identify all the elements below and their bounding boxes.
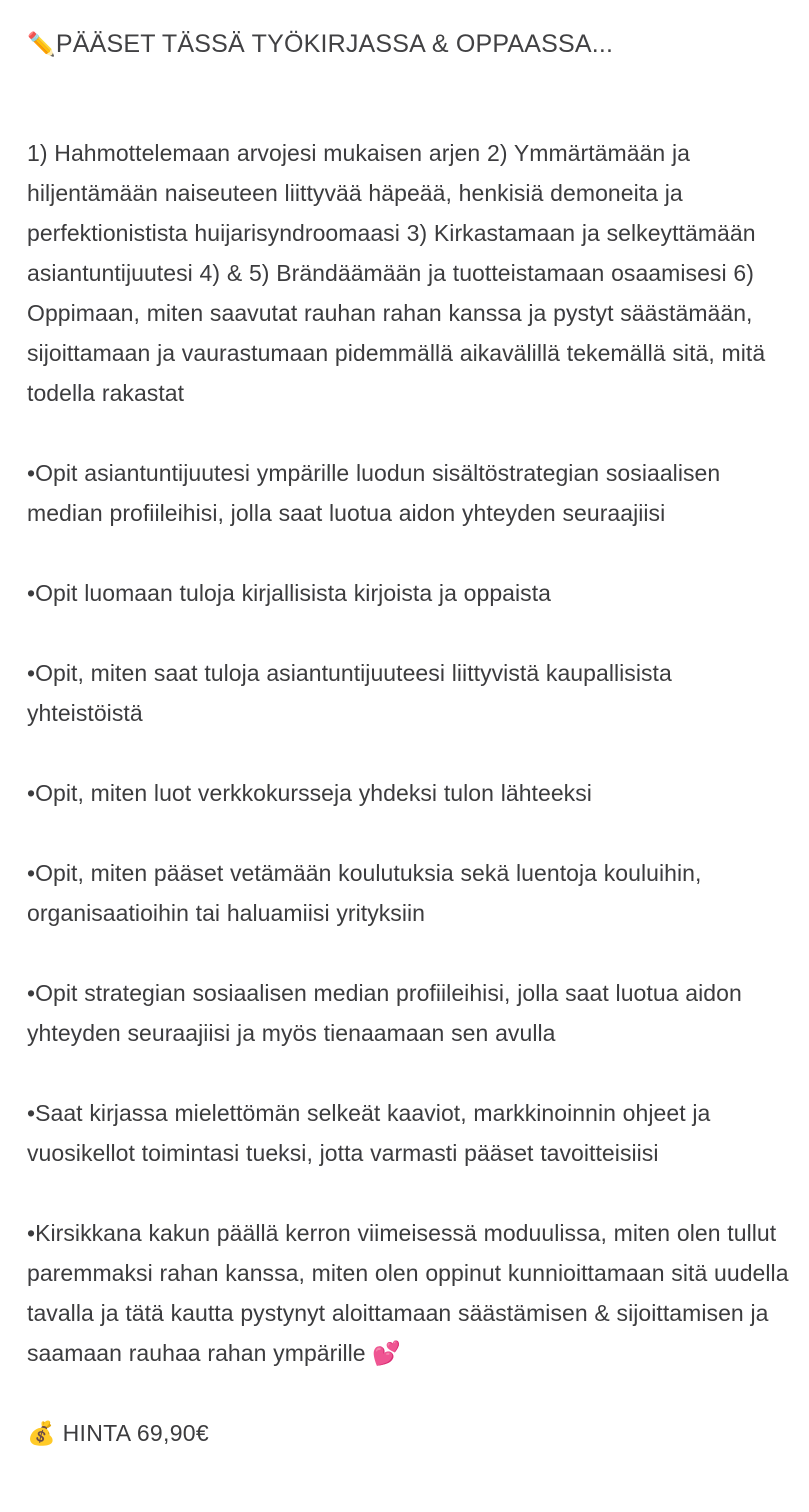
list-item-text: Saat kirjassa mielettömän selkeät kaaviot, markkinoinnin ohjeet ja vuosikellot toimintasi tueksi, jotta varmasti pääset tavoitteisiisi bbox=[27, 1100, 711, 1166]
list-item bbox=[27, 773, 789, 813]
intro-paragraph: 1) Hahmottelemaan arvojesi mukaisen arjen 2) Ymmärtämään ja hiljentämään naiseuteen liittyvää häpeää, henkisiä demoneita ja perfektionistista huijarisyndroomaasi 3) Kirkastamaan ja selkeyttämään asiantuntijuutesi 4) & 5) Brändäämään ja tuotteistamaan osaamisesi 6) Oppimaan, miten saavutat rauhan rahan kanssa ja pystyt säästämään, sijoittamaan ja vaurastumaan pidemmällä aikavälillä tekemällä sitä, mitä todella rakastat bbox=[27, 140, 766, 406]
bullet-marker: • bbox=[27, 860, 36, 886]
bullet-marker: • bbox=[27, 980, 36, 1006]
list-item bbox=[27, 1093, 789, 1173]
spacer bbox=[27, 1053, 789, 1093]
list-item bbox=[27, 453, 789, 533]
spacer bbox=[27, 613, 789, 653]
page-title bbox=[27, 26, 789, 63]
list-item bbox=[27, 653, 789, 733]
list-item-text: Opit luomaan tuloja kirjallisista kirjoista ja oppaista bbox=[35, 580, 552, 606]
bullet-marker: • bbox=[27, 460, 36, 486]
pencil-icon: ✏️ bbox=[27, 32, 56, 58]
spacer bbox=[27, 75, 789, 133]
list-item-text: Opit, miten luot verkkokursseja yhdeksi tulon lähteeksi bbox=[35, 780, 592, 806]
list-item bbox=[27, 1213, 789, 1373]
bullet-marker: • bbox=[27, 1220, 36, 1246]
spacer bbox=[27, 413, 789, 453]
bullet-marker: • bbox=[27, 1100, 36, 1126]
bullet-marker: • bbox=[27, 780, 36, 806]
list-item bbox=[27, 573, 789, 613]
page-title-text: PÄÄSET TÄSSÄ TYÖKIRJASSA & OPPAASSA... bbox=[55, 30, 614, 58]
list-item-text: Opit asiantuntijuutesi ympärille luodun sisältöstrategian sosiaalisen median profiileihisi, jolla saat luotua aidon yhteyden seuraajiisi bbox=[27, 460, 721, 526]
price-line: 💰 HINTA 69,90€ bbox=[27, 1420, 209, 1446]
list-item bbox=[27, 973, 789, 1053]
spacer bbox=[27, 933, 789, 973]
spacer bbox=[27, 1173, 789, 1213]
spacer bbox=[27, 1373, 789, 1413]
bullet-marker: • bbox=[27, 660, 36, 686]
list-item bbox=[27, 853, 789, 933]
list-item-text: Kirsikkana kakun päällä kerron viimeisessä moduulissa, miten olen tullut paremmaksi rahan kanssa, miten olen oppinut kunnioittamaan sitä uudella tavalla ja tätä kautta pystynyt aloittamaan säästämisen & sijoittamisen ja saamaan rauhaa rahan ympärille 💕 bbox=[27, 1220, 789, 1366]
list-item-text: Opit, miten pääset vetämään koulutuksia sekä luentoja kouluihin, organisaatioihin tai haluamiisi yrityksiin bbox=[27, 860, 702, 926]
spacer bbox=[27, 813, 789, 853]
list-item-text: Opit, miten saat tuloja asiantuntijuuteesi liittyvistä kaupallisista yhteistöistä bbox=[27, 660, 672, 726]
spacer bbox=[27, 533, 789, 573]
list-item-text: Opit strategian sosiaalisen median profiileihisi, jolla saat luotua aidon yhteyden seuraajiisi ja myös tienaamaan sen avulla bbox=[27, 980, 742, 1046]
spacer bbox=[27, 733, 789, 773]
bullet-marker: • bbox=[27, 580, 36, 606]
